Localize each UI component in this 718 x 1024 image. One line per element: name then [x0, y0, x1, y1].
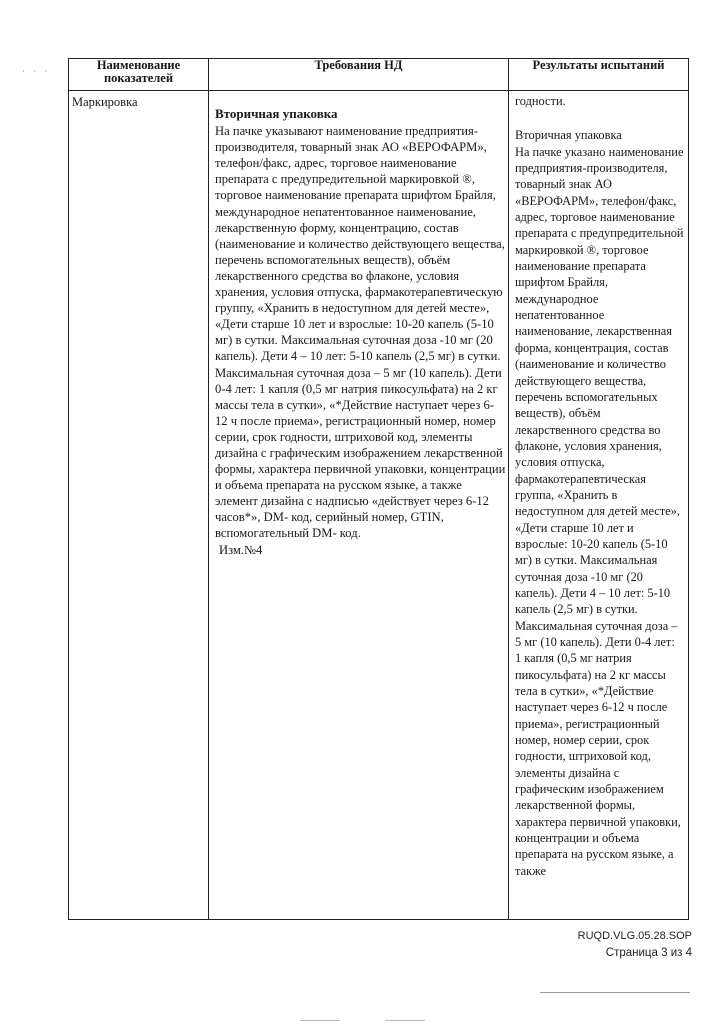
table-row [69, 91, 689, 920]
results-text: На пачке указано наименование предприятия-производителя, товарный знак АО «ВЕРОФАРМ», телефон/факс, адрес, торговое наименование препарата с предупредительной маркировкой ®, торговое наименование препарата шрифтом Брайля, международное непатентованное наименование, лекарственная форма, концентрация, состав (наименование и количество действующего вещества, перечень вспомогательных веществ), объём лекарственного средства во флаконе, условия хранения, условия отпуска, фармакотерапевтическая группа, «Хранить в недоступном для детей месте», «Дети старше 10 лет и взрослые: 10-20 капель (5-10 мг) в сутки. Максимальная суточная доза -10 мг (20 капель). Дети 4 – 10 лет: 5-10 капель (2,5 мг) в сутки. Максимальная суточная доза – 5 мг (10 капель). Дети 0-4 лет: 1 капля (0,5 мг натрия пикосульфата) на 2 кг массы тела в сутки», «*Действие наступает через 6-12 ч после приема», регистрационный номер, номер серии, срок годности, штриховой код, элементы дизайна с графическим изображением лекарственной формы, характера первичной упаковки, концентрации и объема препарата на русском языке, а также [515, 144, 684, 878]
revision-note: Изм.№4 [219, 542, 263, 557]
indicator-name: Маркировка [72, 95, 138, 109]
results-continuation: годности. [515, 94, 566, 108]
scan-artifact: · · · [22, 66, 51, 76]
requirements-cell [209, 91, 509, 920]
header-results: Результаты испытаний [509, 59, 689, 91]
page-footer [578, 928, 692, 962]
scan-line [385, 1020, 425, 1021]
results-cell [509, 91, 689, 920]
requirements-subtitle: Вторичная упаковка [215, 106, 338, 121]
requirements-text: На пачке указывают наименование предприятия-производителя, товарный знак АО «ВЕРОФАРМ», телефон/факс, адрес, торговое наименование препарата с предупредительной маркировкой ®, торговое наименование препарата шрифтом Брайля, международное непатентованное наименование, лекарственную форму, концентрацию, состав (наименование и количество действующего вещества, перечень вспомогательных веществ), объём лекарственного средства во флаконе, условия хранения, условия отпуска, фармакотерапевтическую группу, «Хранить в недоступном для детей месте», «Дети старше 10 лет и взрослые: 10-20 капель (5-10 мг) в сутки. Максимальная суточная доза -10 мг (20 капель). Дети 4 – 10 лет: 5-10 капель (2,5 мг) в сутки. Максимальная суточная доза – 5 мг (10 капель). Дети 0-4 лет: 1 капля (0,5 мг натрия пикосульфата) на 2 кг массы тела в сутки», «*Действие наступает через 6-12 ч после приема», регистрационный номер, номер серии, срок годности, штриховой код, элементы дизайна с графическим изображением лекарственной формы, характера первичной упаковки, концентрации и объема препарата на русском языке, а также элемент дизайна с надписью «действует через 6-12 часов*», DM- код, серийный номер, GTIN, вспомогательный DM- код. [215, 124, 506, 541]
scan-line [300, 1020, 340, 1021]
scan-line [540, 992, 690, 993]
header-indicator: Наименование показателей [69, 59, 209, 91]
table-header-row [69, 59, 689, 91]
page-number: Страница 3 из 4 [605, 947, 692, 959]
specification-table [68, 58, 689, 920]
results-subtitle: Вторичная упаковка [515, 128, 622, 143]
indicator-cell [69, 91, 209, 920]
document-code: RUQD.VLG.05.28.SOP [577, 930, 692, 942]
header-requirements: Требования НД [209, 59, 509, 91]
